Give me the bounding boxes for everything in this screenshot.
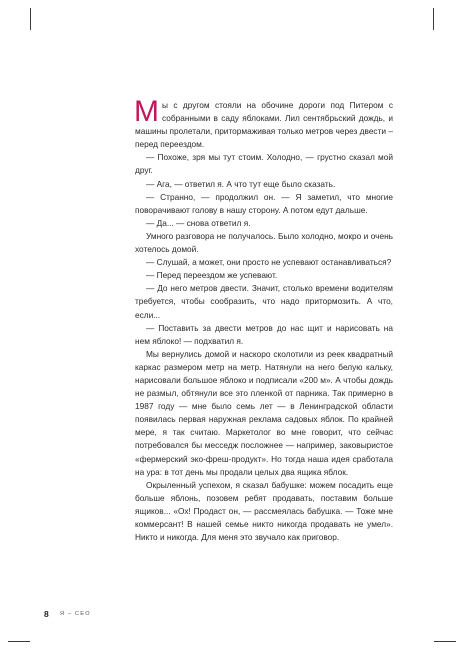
running-title: Я – СЕО — [60, 611, 91, 617]
paragraph: — Да... — снова ответил я. — [146, 217, 251, 228]
paragraph: — Перед переездом же успевают. — [146, 270, 278, 281]
drop-cap: М — [134, 95, 159, 128]
paragraph: — Похоже, зря мы тут стоим. Холодно, — грустно сказал мой друг. — [135, 152, 393, 176]
crop-mark-bottom-right — [434, 641, 456, 642]
paragraph: — Поставить за двести метров до нас щит и нарисовать на нем яблоко! — подхватил я. — [135, 322, 393, 346]
crop-mark-top-left — [30, 8, 31, 30]
first-paragraph — [134, 95, 393, 151]
paragraph: Умного разговора не получалось. Было холодно, мокро и очень хотелось домой. — [135, 230, 393, 255]
paragraph: — Слушай, а может, они просто не успевают останавливаться? — [146, 257, 392, 268]
page-number: 8 — [44, 609, 49, 619]
paragraph: Окрыленный успехом, я сказал бабушке: можем посадить еще больше яблонь, позовем ребят продавать, поставим больше ящиков... «Ох! Продаст он, — рассмеялась бабушка. — Тоже мне коммерсант! В нашей семье никто никогда продавать не умел». Никто и никогда. Для меня это звучало как приговор. — [135, 479, 393, 543]
paragraph: — Ага, — ответил я. А что тут еще было сказать. — [146, 178, 336, 189]
crop-mark-bottom-left — [8, 641, 30, 642]
first-paragraph-text: ы с другом стояли на обочине дороги под Питером с собранными в саду яблоками. Лил сентябрьский дождь, и машины пролетали, притормаживая только метров через двести – перед переездом. — [135, 100, 393, 150]
paragraph: Мы вернулись домой и наскоро сколотили из реек квадратный каркас размером метр на метр. Натянули на него белую кальку, нарисовали большое яблоко и подписали «200 м». А чтобы дождь не размыл, обтянули все это пленкой от парника. Так примерно в 1987 году — мне было семь лет — в Ленинградской области появилась первая наружная реклама садовых яблок. По крайней мере, я так считаю. Маркетолог во мне говорит, что сейчас потребовался бы месседж посложнее — например, заковыристое «фермерский эко-фреш-продукт». Но тогда наша идея сработала на ура: в тот день мы продали целых два ящика яблок. — [135, 348, 393, 477]
body-text — [134, 95, 393, 544]
paragraph: — Странно, — продолжил он. — Я заметил, что многие поворачивают голову в нашу сторону. А потом едут дальше. — [135, 191, 393, 215]
crop-mark-top-right — [433, 8, 434, 30]
paragraph: — До него метров двести. Значит, столько времени водителям требуется, чтобы сообразить, что надо притормозить. А что, если... — [135, 283, 393, 320]
